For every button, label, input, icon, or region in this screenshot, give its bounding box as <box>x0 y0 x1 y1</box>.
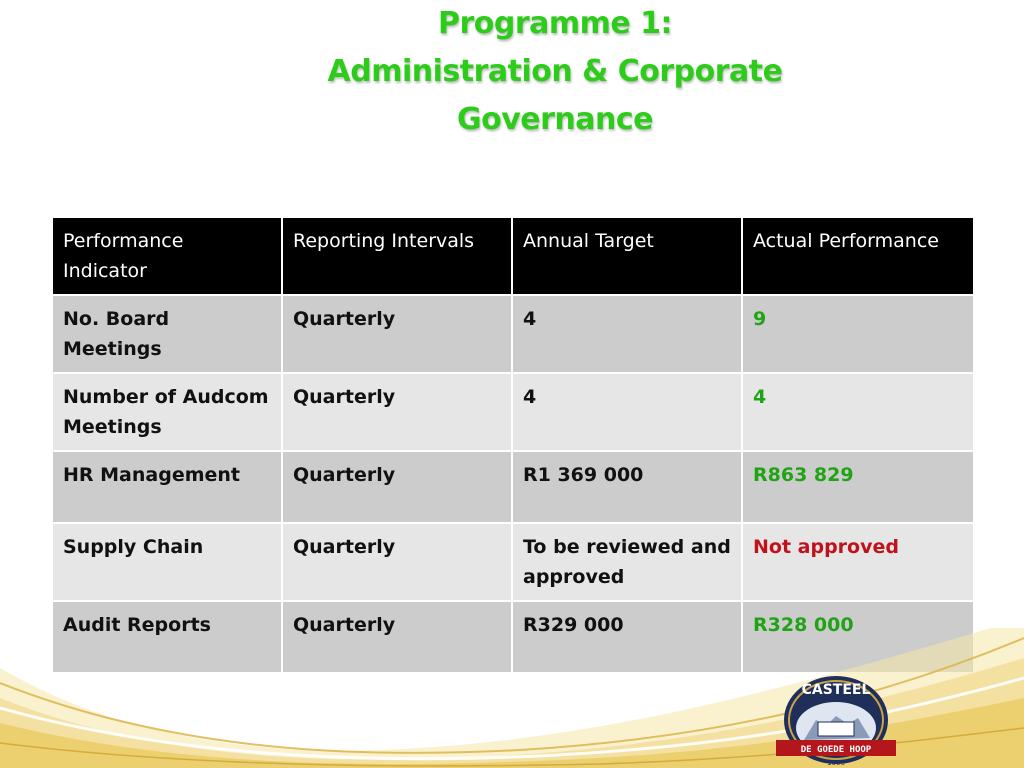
header-annual-target: Annual Target <box>512 217 742 295</box>
logo-year-text: 1666 <box>827 759 845 767</box>
table-row <box>52 451 974 523</box>
title-line-3: Governance <box>456 102 654 137</box>
cell-indicator: HR Management <box>52 451 282 523</box>
cell-interval: Quarterly <box>282 601 512 673</box>
performance-table <box>51 216 975 674</box>
cell-interval: Quarterly <box>282 295 512 373</box>
header-performance-indicator: Performance Indicator <box>52 217 282 295</box>
cell-actual: 4 <box>742 373 974 451</box>
cell-actual: 9 <box>742 295 974 373</box>
title-line-1: Programme 1: <box>437 6 673 41</box>
cell-target: R329 000 <box>512 601 742 673</box>
table-header-row <box>52 217 974 295</box>
header-actual-performance: Actual Performance <box>742 217 974 295</box>
cell-indicator: No. Board Meetings <box>52 295 282 373</box>
cell-interval: Quarterly <box>282 373 512 451</box>
cell-target: 4 <box>512 295 742 373</box>
table-row <box>52 295 974 373</box>
table-row <box>52 373 974 451</box>
logo-top-text: CASTEEL <box>801 682 871 698</box>
table-row <box>52 523 974 601</box>
cell-target: 4 <box>512 373 742 451</box>
cell-interval: Quarterly <box>282 523 512 601</box>
cell-indicator: Number of Audcom Meetings <box>52 373 282 451</box>
slide-title <box>290 0 820 144</box>
cell-target: R1 369 000 <box>512 451 742 523</box>
title-line-2: Administration & Corporate <box>327 54 783 89</box>
logo-banner-text: DE GOEDE HOOP <box>800 745 872 755</box>
castle-emblem-icon <box>766 668 906 768</box>
header-reporting-intervals: Reporting Intervals <box>282 217 512 295</box>
cell-interval: Quarterly <box>282 451 512 523</box>
cell-actual: R863 829 <box>742 451 974 523</box>
cell-indicator: Supply Chain <box>52 523 282 601</box>
cell-actual: Not approved <box>742 523 974 601</box>
cell-target: To be reviewed and approved <box>512 523 742 601</box>
cell-indicator: Audit Reports <box>52 601 282 673</box>
cell-actual: R328 000 <box>742 601 974 673</box>
